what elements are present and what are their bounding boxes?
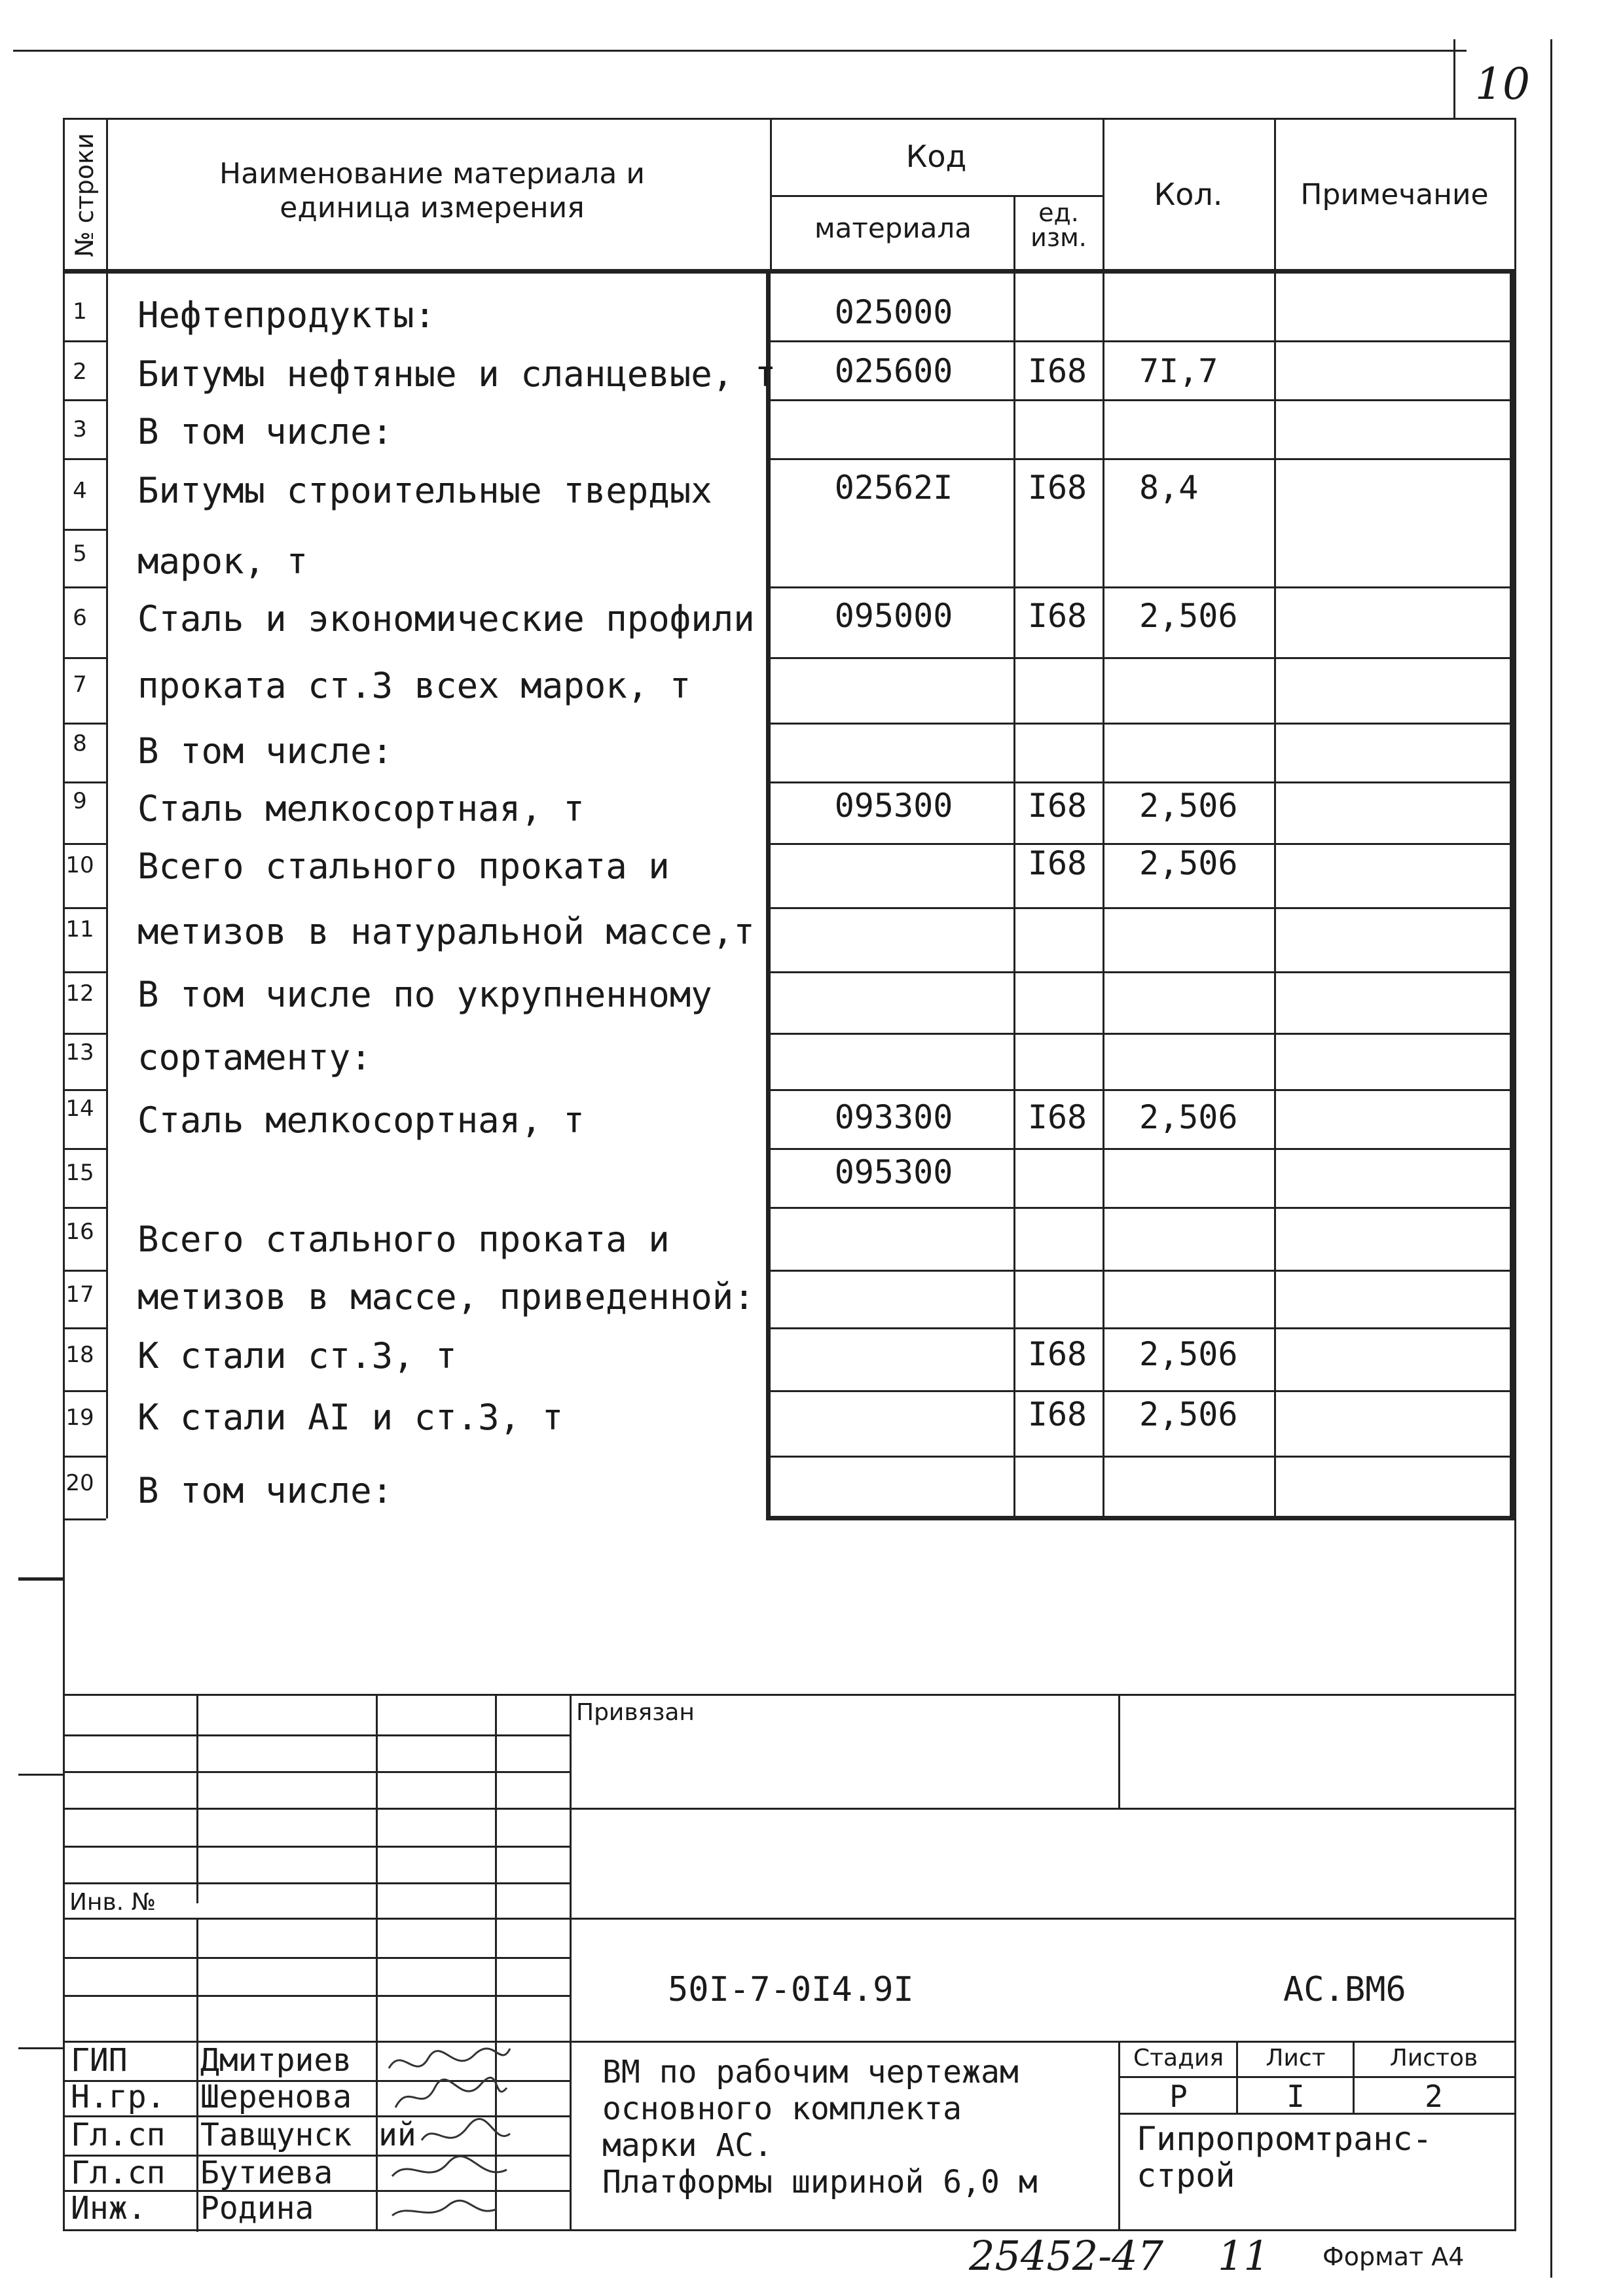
rownum-col-line xyxy=(106,118,108,1518)
row-unit: I68 xyxy=(1027,787,1087,825)
header-qty: Кол. xyxy=(1154,177,1223,212)
row-unit: I68 xyxy=(1027,1395,1087,1433)
sheet-number-top: 10 xyxy=(1475,59,1530,109)
frame-top xyxy=(63,118,1516,120)
row-name: сортаменту: xyxy=(137,1037,372,1078)
organization: Гипропромтранс-строй xyxy=(1137,2120,1432,2195)
role-head-group: Н.гр. xyxy=(71,2079,166,2115)
header-name: Наименование материала и единица измерения xyxy=(219,157,645,224)
header-code: Код xyxy=(905,139,967,174)
sheet-label: Лист xyxy=(1266,2045,1326,2072)
doc-title xyxy=(602,2054,1038,2200)
note-col-line xyxy=(1274,118,1276,1518)
row-qty: 8,4 xyxy=(1139,469,1199,507)
row-name: Всего стального проката и xyxy=(137,1219,670,1260)
sheet-box-left xyxy=(1453,39,1455,118)
row-qty: 2,506 xyxy=(1139,597,1238,635)
code-col-thick xyxy=(766,269,771,1519)
row-qty: 2,506 xyxy=(1139,1395,1238,1433)
top-rule xyxy=(13,50,1467,52)
header-unit: ед. изм. xyxy=(1030,198,1087,252)
row-name: Битумы строительные твердых xyxy=(137,470,712,511)
row-code: 025000 xyxy=(834,293,953,331)
row-qty: 2,506 xyxy=(1139,844,1238,882)
margin-tick xyxy=(18,2047,64,2049)
row-name: метизов в натуральной массе,т xyxy=(137,911,755,952)
stamp-col xyxy=(1118,1694,1120,1809)
row-name: метизов в массе, приведенной: xyxy=(137,1276,755,1318)
header-note: Примечание xyxy=(1300,178,1489,211)
row-qty: 2,506 xyxy=(1139,1098,1238,1136)
sheet-value: I xyxy=(1286,2079,1305,2114)
bound-label: Привязан xyxy=(576,1699,695,1726)
stage-value: Р xyxy=(1169,2079,1188,2114)
code-subdivider xyxy=(770,195,1104,197)
row-number: 1 xyxy=(73,298,87,325)
row-code: 02562I xyxy=(834,469,953,507)
stage-label: Стадия xyxy=(1133,2045,1224,2072)
row-number: 2 xyxy=(73,359,87,385)
row-name: Сталь мелкосортная, т xyxy=(137,788,585,829)
row-code: 095000 xyxy=(834,597,953,635)
row-number: 14 xyxy=(65,1096,94,1122)
table-bottom-thick xyxy=(766,1516,1514,1520)
name-sherenova: Шеренова xyxy=(200,2079,352,2115)
doc-number: 50I-7-0I4.9I xyxy=(668,1970,914,2009)
row-code: 025600 xyxy=(834,352,953,390)
row-number: 10 xyxy=(65,852,94,878)
row-unit: I68 xyxy=(1027,469,1087,507)
row-name: Сталь и экономические профили xyxy=(137,598,755,639)
header-material: материала xyxy=(814,212,972,244)
row-number: 8 xyxy=(73,730,87,757)
name-tavshunsk-end: ий xyxy=(378,2117,416,2153)
signatures-image xyxy=(382,2042,513,2232)
row-name: В том числе по укрупненному xyxy=(137,974,712,1015)
row-code: 095300 xyxy=(834,787,953,825)
row-name: В том числе: xyxy=(137,730,393,772)
doc-title-line: марки АС. xyxy=(602,2127,773,2164)
row-number: 7 xyxy=(73,672,87,698)
doc-title-line: ВМ по рабочим чертежам xyxy=(602,2054,1019,2090)
row-qty: 7I,7 xyxy=(1139,352,1218,390)
row-number: 13 xyxy=(65,1039,94,1066)
row-name: Всего стального проката и xyxy=(137,846,670,887)
format-label: Формат А4 xyxy=(1322,2242,1465,2271)
row-unit: I68 xyxy=(1027,352,1087,390)
header-rowno: № строки xyxy=(70,132,99,257)
row-number: 12 xyxy=(65,980,94,1007)
row-number: 9 xyxy=(73,788,87,814)
row-name: марок, т xyxy=(137,541,308,582)
unit-col-line-head xyxy=(1013,195,1015,272)
frame-right xyxy=(1514,118,1516,2231)
row-name: Нефтепродукты: xyxy=(137,295,436,336)
stamp-col xyxy=(570,1694,572,2231)
header-rowno-cell xyxy=(63,118,106,272)
row-name: В том числе: xyxy=(137,1470,393,1511)
sheets-value: 2 xyxy=(1425,2079,1443,2114)
row-number: 18 xyxy=(65,1342,94,1368)
row-number: 4 xyxy=(73,478,87,504)
row-name: В том числе: xyxy=(137,411,393,452)
role-engineer: Инж. xyxy=(71,2190,147,2227)
header-bottom-thick xyxy=(63,269,1516,274)
row-name: Битумы нефтяные и сланцевые, т xyxy=(137,353,776,395)
right-col-thick xyxy=(1510,269,1514,1519)
row-unit: I68 xyxy=(1027,1335,1087,1373)
row-number: 20 xyxy=(65,1470,94,1496)
outer-right-rule xyxy=(1550,118,1552,2278)
row-name: проката ст.3 всех марок, т xyxy=(137,665,691,706)
row-code: 095300 xyxy=(834,1153,953,1191)
name-tavshunsk: Тавщунск xyxy=(200,2117,352,2153)
frame-left xyxy=(63,118,65,2231)
row-number: 15 xyxy=(65,1160,94,1186)
stamp-top xyxy=(63,1694,1516,1696)
sheets-label: Листов xyxy=(1389,2045,1478,2072)
row-qty: 2,506 xyxy=(1139,787,1238,825)
row-name: К стали АI и ст.3, т xyxy=(137,1397,564,1438)
row-number: 3 xyxy=(73,416,87,442)
row-unit: I68 xyxy=(1027,1098,1087,1136)
role-chief-spec: Гл.сп xyxy=(71,2117,166,2153)
row-number: 16 xyxy=(65,1219,94,1245)
margin-tick xyxy=(18,1577,64,1581)
sheet-box-right xyxy=(1550,39,1552,118)
stamp-col xyxy=(376,1694,378,2231)
row-number: 19 xyxy=(65,1405,94,1431)
row-number: 11 xyxy=(65,916,94,942)
row-unit: I68 xyxy=(1027,597,1087,635)
doc-title-line: Платформы шириной 6,0 м xyxy=(602,2164,1038,2200)
name-butieva: Бутиева xyxy=(200,2155,333,2191)
handwritten-mark: 11 xyxy=(1218,2232,1269,2280)
name-dmitriev: Дмитриев xyxy=(200,2042,352,2079)
row-code: 093300 xyxy=(834,1098,953,1136)
stamp-col xyxy=(196,1694,198,1903)
row-number: 5 xyxy=(73,541,87,567)
row-number: 6 xyxy=(73,605,87,631)
doc-code: АС.ВМ6 xyxy=(1283,1970,1406,2009)
name-rodina: Родина xyxy=(200,2190,314,2227)
row-name: К стали ст.3, т xyxy=(137,1335,457,1376)
doc-title-line: основного комплекта xyxy=(602,2090,962,2127)
inv-label: Инв. № xyxy=(69,1889,156,1916)
row-name: Сталь мелкосортная, т xyxy=(137,1100,585,1141)
unit-col-line xyxy=(1013,269,1015,1519)
row-qty: 2,506 xyxy=(1139,1335,1238,1373)
handwritten-number: 25452-47 xyxy=(969,2232,1164,2280)
role-chief-spec-2: Гл.сп xyxy=(71,2155,166,2191)
row-unit: I68 xyxy=(1027,844,1087,882)
row-number: 17 xyxy=(65,1282,94,1308)
role-gip: ГИП xyxy=(71,2042,128,2079)
margin-tick xyxy=(18,1774,64,1776)
